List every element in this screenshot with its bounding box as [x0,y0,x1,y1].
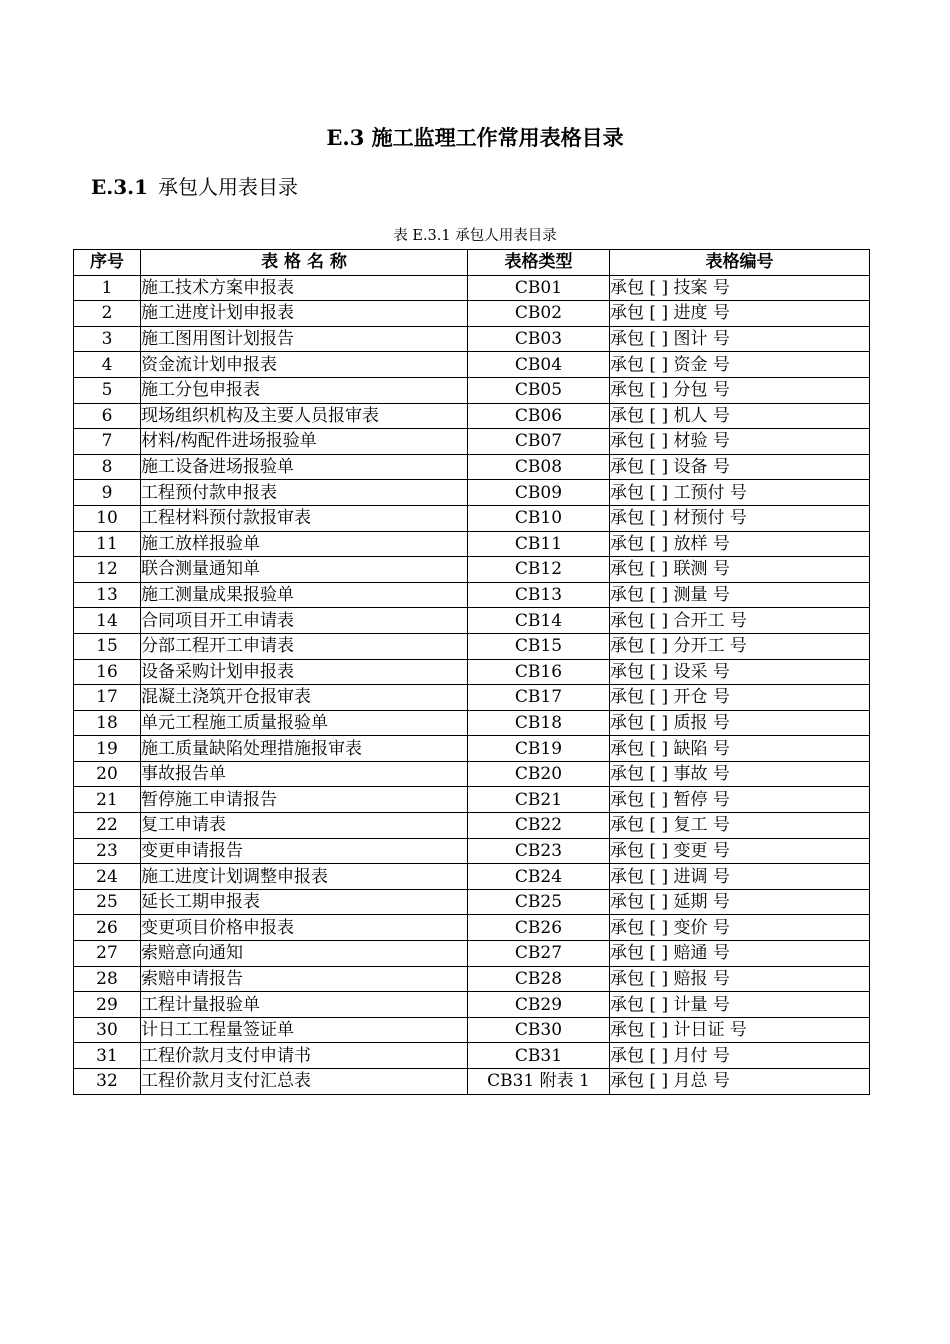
row-form-name: 索赔申请报告 [141,966,468,992]
table-row [74,838,870,864]
row-form-name: 变更项目价格申报表 [141,915,468,941]
row-form-name: 设备采购计划申报表 [141,659,468,685]
row-form-name: 暂停施工申请报告 [141,787,468,813]
row-form-type: CB31 附表 1 [468,1069,610,1095]
row-form-name: 索赔意向通知 [141,941,468,967]
table-row [74,761,870,787]
row-form-name: 工程材料预付款报审表 [141,505,468,531]
section-title: 承包人用表目录 [158,175,299,199]
row-form-name: 复工申请表 [141,813,468,839]
table-header-row [74,250,870,276]
row-serial-number: 1 [74,275,141,301]
header-form-type: 表格类型 [468,250,610,276]
row-form-type: CB11 [468,531,610,557]
row-serial-number: 29 [74,992,141,1018]
row-form-code: 承包 [ ] 分包 号 [610,377,870,403]
row-serial-number: 13 [74,582,141,608]
row-form-type: CB10 [468,505,610,531]
row-serial-number: 15 [74,633,141,659]
row-serial-number: 14 [74,608,141,634]
row-form-name: 材料/构配件进场报验单 [141,429,468,455]
row-form-name: 工程价款月支付汇总表 [141,1069,468,1095]
row-serial-number: 28 [74,966,141,992]
row-form-type: CB27 [468,941,610,967]
row-form-type: CB20 [468,761,610,787]
row-form-code: 承包 [ ] 联测 号 [610,557,870,583]
row-serial-number: 26 [74,915,141,941]
row-form-code: 承包 [ ] 技案 号 [610,275,870,301]
table-row [74,301,870,327]
table-row [74,1069,870,1095]
row-form-code: 承包 [ ] 机人 号 [610,403,870,429]
row-form-code: 承包 [ ] 合开工 号 [610,608,870,634]
row-form-code: 承包 [ ] 计日证 号 [610,1017,870,1043]
row-serial-number: 27 [74,941,141,967]
row-form-type: CB15 [468,633,610,659]
row-form-code: 承包 [ ] 开仓 号 [610,685,870,711]
row-serial-number: 2 [74,301,141,327]
row-serial-number: 24 [74,864,141,890]
row-form-type: CB03 [468,326,610,352]
row-serial-number: 20 [74,761,141,787]
row-serial-number: 7 [74,429,141,455]
row-serial-number: 23 [74,838,141,864]
row-form-type: CB01 [468,275,610,301]
row-form-name: 变更申请报告 [141,838,468,864]
row-form-code: 承包 [ ] 资金 号 [610,352,870,378]
row-serial-number: 9 [74,480,141,506]
row-form-type: CB17 [468,685,610,711]
row-form-type: CB12 [468,557,610,583]
row-serial-number: 11 [74,531,141,557]
row-form-code: 承包 [ ] 设采 号 [610,659,870,685]
row-form-type: CB19 [468,736,610,762]
row-form-code: 承包 [ ] 质报 号 [610,710,870,736]
row-form-type: CB22 [468,813,610,839]
table-body [74,275,870,1094]
row-form-name: 合同项目开工申请表 [141,608,468,634]
row-form-type: CB28 [468,966,610,992]
row-form-name: 现场组织机构及主要人员报审表 [141,403,468,429]
row-form-name: 施工进度计划申报表 [141,301,468,327]
table-row [74,377,870,403]
row-form-type: CB23 [468,838,610,864]
row-form-code: 承包 [ ] 月总 号 [610,1069,870,1095]
row-form-code: 承包 [ ] 赔报 号 [610,966,870,992]
row-form-code: 承包 [ ] 工预付 号 [610,480,870,506]
row-form-code: 承包 [ ] 进调 号 [610,864,870,890]
table-row [74,659,870,685]
table-row [74,889,870,915]
table-row [74,915,870,941]
header-form-name: 表 格 名 称 [141,250,468,276]
row-form-code: 承包 [ ] 暂停 号 [610,787,870,813]
row-form-code: 承包 [ ] 进度 号 [610,301,870,327]
table-caption: 表 E.3.1 承包人用表目录 [393,228,557,244]
table-row [74,480,870,506]
row-serial-number: 16 [74,659,141,685]
row-form-code: 承包 [ ] 设备 号 [610,454,870,480]
form-catalog-table [73,249,870,1095]
row-form-name: 施工质量缺陷处理措施报审表 [141,736,468,762]
row-form-code: 承包 [ ] 计量 号 [610,992,870,1018]
row-form-name: 分部工程开工申请表 [141,633,468,659]
row-form-code: 承包 [ ] 赔通 号 [610,941,870,967]
row-form-name: 资金流计划申报表 [141,352,468,378]
row-form-name: 施工分包申报表 [141,377,468,403]
row-serial-number: 21 [74,787,141,813]
row-form-name: 计日工工程量签证单 [141,1017,468,1043]
row-form-name: 施工设备进场报验单 [141,454,468,480]
row-form-name: 工程价款月支付申请书 [141,1043,468,1069]
row-form-code: 承包 [ ] 测量 号 [610,582,870,608]
row-form-type: CB24 [468,864,610,890]
table-row [74,710,870,736]
row-form-code: 承包 [ ] 复工 号 [610,813,870,839]
table-row [74,582,870,608]
row-form-name: 施工进度计划调整申报表 [141,864,468,890]
row-form-type: CB31 [468,1043,610,1069]
row-form-name: 工程预付款申报表 [141,480,468,506]
table-row [74,864,870,890]
table-row [74,966,870,992]
row-form-name: 联合测量通知单 [141,557,468,583]
row-form-type: CB07 [468,429,610,455]
row-form-type: CB16 [468,659,610,685]
table-row [74,736,870,762]
table-row [74,403,870,429]
row-form-code: 承包 [ ] 材验 号 [610,429,870,455]
row-form-type: CB06 [468,403,610,429]
table-row [74,813,870,839]
row-form-code: 承包 [ ] 缺陷 号 [610,736,870,762]
section-heading [91,173,298,201]
row-serial-number: 32 [74,1069,141,1095]
row-serial-number: 25 [74,889,141,915]
row-form-name: 施工放样报验单 [141,531,468,557]
row-serial-number: 10 [74,505,141,531]
row-form-code: 承包 [ ] 月付 号 [610,1043,870,1069]
row-serial-number: 3 [74,326,141,352]
section-number: E.3.1 [91,175,149,199]
row-serial-number: 19 [74,736,141,762]
table-row [74,685,870,711]
row-form-type: CB02 [468,301,610,327]
header-form-code: 表格编号 [610,250,870,276]
table-row [74,326,870,352]
row-form-type: CB14 [468,608,610,634]
row-form-name: 施工技术方案申报表 [141,275,468,301]
row-form-name: 延长工期申报表 [141,889,468,915]
table-row [74,787,870,813]
row-serial-number: 12 [74,557,141,583]
table-row [74,505,870,531]
table-row [74,941,870,967]
row-form-name: 施工测量成果报验单 [141,582,468,608]
row-form-code: 承包 [ ] 放样 号 [610,531,870,557]
row-form-type: CB08 [468,454,610,480]
page-title: E.3 施工监理工作常用表格目录 [326,125,624,150]
table-row [74,557,870,583]
row-serial-number: 4 [74,352,141,378]
row-form-type: CB30 [468,1017,610,1043]
table-row [74,531,870,557]
table-row [74,1043,870,1069]
table-row [74,992,870,1018]
row-form-code: 承包 [ ] 事故 号 [610,761,870,787]
table-row [74,633,870,659]
row-serial-number: 31 [74,1043,141,1069]
row-form-type: CB29 [468,992,610,1018]
row-form-code: 承包 [ ] 变价 号 [610,915,870,941]
row-form-type: CB21 [468,787,610,813]
row-form-code: 承包 [ ] 材预付 号 [610,505,870,531]
row-serial-number: 6 [74,403,141,429]
row-serial-number: 30 [74,1017,141,1043]
row-form-type: CB26 [468,915,610,941]
row-form-name: 事故报告单 [141,761,468,787]
row-form-code: 承包 [ ] 变更 号 [610,838,870,864]
row-form-code: 承包 [ ] 分开工 号 [610,633,870,659]
row-form-name: 单元工程施工质量报验单 [141,710,468,736]
header-serial-number: 序号 [74,250,141,276]
row-form-name: 施工图用图计划报告 [141,326,468,352]
row-form-type: CB13 [468,582,610,608]
row-serial-number: 18 [74,710,141,736]
row-form-code: 承包 [ ] 延期 号 [610,889,870,915]
row-serial-number: 17 [74,685,141,711]
table-row [74,275,870,301]
row-serial-number: 22 [74,813,141,839]
row-form-type: CB09 [468,480,610,506]
table-row [74,454,870,480]
table-row [74,352,870,378]
row-form-type: CB05 [468,377,610,403]
row-form-code: 承包 [ ] 图计 号 [610,326,870,352]
table-row [74,429,870,455]
row-form-name: 工程计量报验单 [141,992,468,1018]
row-form-type: CB18 [468,710,610,736]
row-form-type: CB25 [468,889,610,915]
table-row [74,608,870,634]
row-form-name: 混凝土浇筑开仓报审表 [141,685,468,711]
row-serial-number: 8 [74,454,141,480]
row-form-type: CB04 [468,352,610,378]
table-row [74,1017,870,1043]
row-serial-number: 5 [74,377,141,403]
